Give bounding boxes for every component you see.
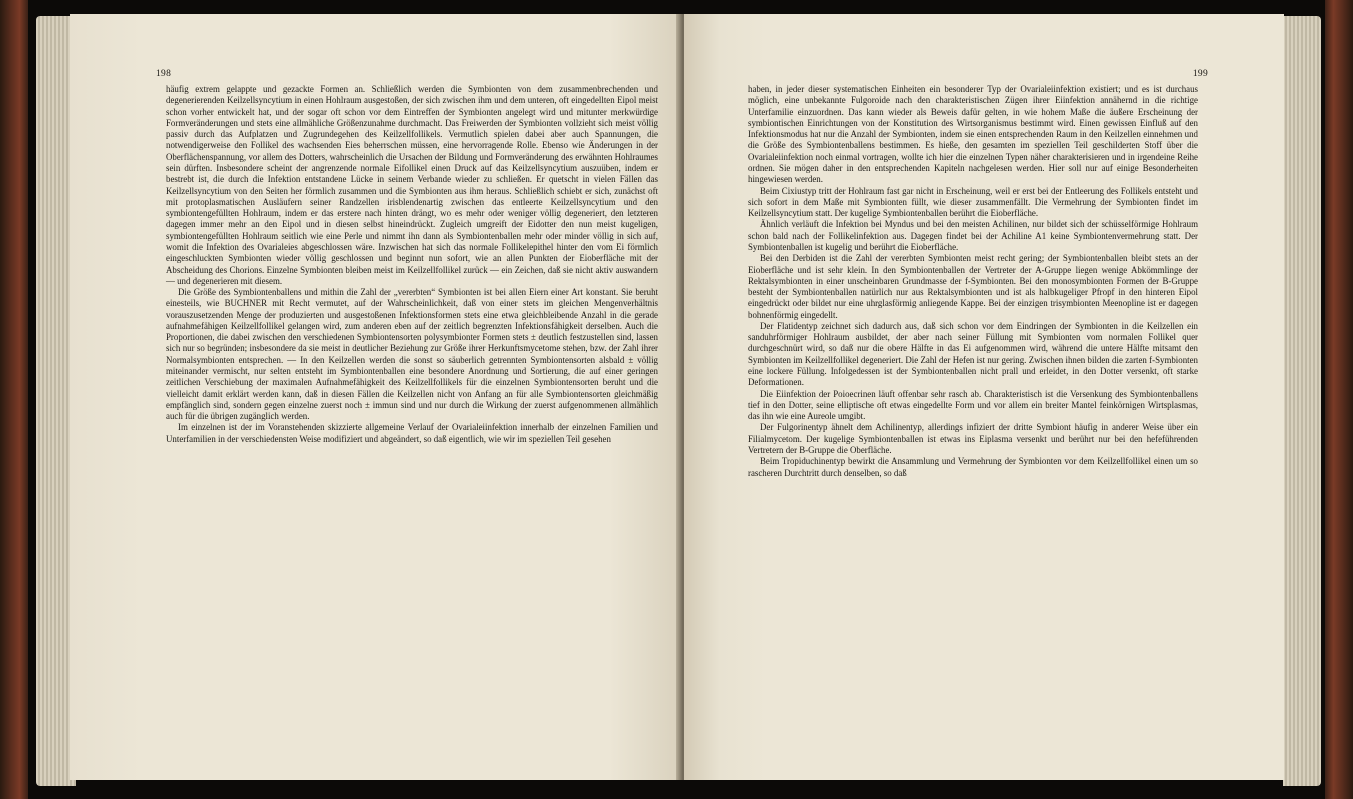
paragraph: Ähnlich verläuft die Infektion bei Myndus und bei den meisten Achilinen, nur bildet sich der schüsselförmige Hohlraum schon bald nach der Follikelinfektion aus. Dagegen findet bei der Achiline A1 keine Symbiontenvermehrung statt. Der Symbiontenballen ist kugelig und berührt die Eioberfläche. [748,219,1198,252]
paragraph: Der Fulgorinentyp ähnelt dem Achilinentyp, allerdings infiziert der dritte Symbiont häufig in anderer Weise über ein Filialmycetom. Der kugelige Symbiontenballen ist etwas ins Eiplasma versenkt und berührt nur bei den hefeführenden Vertretern der B-Gruppe die Oberfläche. [748,422,1198,455]
book-cover-right-edge [1325,0,1353,799]
paragraph: Beim Tropiduchinentyp bewirkt die Ansammlung und Vermehrung der Symbionten vor dem Keilzellfollikel einen um so rascheren Durchtritt durch denselben, so daß [748,456,1198,478]
paragraph: Die Eiinfektion der Poioecrinen läuft offenbar sehr rasch ab. Charakteristisch ist die Versenkung des Symbiontenballens tief in den Dotter, seine elliptische oft etwas eingedellte Form und vor allem ein breiter Mantel feinkörnigen Wirtsplasmas, das ihn wie eine Aureole umgibt. [748,388,1198,422]
paragraph: Beim Cixiustyp tritt der Hohlraum fast gar nicht in Erscheinung, weil er erst bei der Entleerung des Follikels entsteht und sich sofort in dem Maße mit Symbionten füllt, wie dieser zusammenfällt. Die Vermehrung der Symbionten findet im Keilzellsyncytium statt. Der kugelige Symbiontenballen berührt die Eioberfläche. [748,185,1198,219]
paragraph: häufig extrem gelappte und gezackte Formen an. Schließlich werden die Symbionten von dem zusammenbrechenden und degenerierenden Keilzellsyncytium in einen Hohlraum ausgestoßen, der sich zwischen ihm und dem unteren, oft eingedellten Eipol meist schon vorher entwickelt hat, und der sogar oft schon vor dem Eintreffen der Symbionten angelegt wird und mitunter merkwürdige Formveränderungen und stets eine allmähliche Größenzunahme durchmacht. Das Freiwerden der Symbionten vollzieht sich meist völlig passiv durch das Aufplatzen und Zugrundegehen des Keilzellfollikels. Vermutlich spielen dabei aber auch Spannungen, die notwendigerweise den Follikel des wachsenden Eies beherrschen müssen, eine hervorragende Rolle. Ebenso wie Änderungen in der Oberflächenspannung, vor allem des Dotters, wahrscheinlich die Ursachen der Bildung und Formveränderung des erwähnten Hohlraumes sein dürften. Insbesondere scheint der angrenzende normale Eifollikel einen Druck auf das Keilzellsyncytium auszuüben, indem er bestrebt ist, die durch die Infektion entstandene Lücke in seinem Verbande wieder zu schließen. Er quetscht in vielen Fällen das Keilzellsyncytium von den Seiten her förmlich zusammen und die Symbionten aus ihm heraus. Schließlich schiebt er sich, zunächst oft mit protoplasmatischen Ausläufern seiner Randzellen irisblendenartig zwischen das entleerte Keilzellsyncytium und den symbiontengefüllten Hohlraum, indem er das erstere nach hinten drängt, wo es mehr oder weniger völlig degeneriert, den letzteren dagegen immer mehr an den Eipol und in diesen selbst hineindrückt. Zugleich umgreift der Eidotter den nun meist kugeligen, symbiontengefüllten Hohlraum seitlich wie eine Perle und nimmt ihn dann als Symbiontenballen mehr oder minder völlig in sich auf, womit die Infektion des Ovarialeies abgeschlossen wäre. Inzwischen hat sich das normale Follikelepithel hinter den vom Ei förmlich eingeschluckten Symbionten wieder völlig geschlossen und beginnt nun sofort, wie an allen Punkten der Eioberfläche mit der Abscheidung des Chorions. Einzelne Symbionten bleiben meist im Keilzellfollikel zurück — ein Zeichen, daß sie nicht aktiv auswandern — und degenerieren mit diesem. [166,84,658,286]
paragraph: Im einzelnen ist der im Voranstehenden skizzierte allgemeine Verlauf der Ovarialeiinfektion innerhalb der einzelnen Familien und Unterfamilien in der verschiedensten Weise modifiziert und abgeändert, so daß eigentlich, wie wir im speziellen Teil gesehen [166,422,658,444]
paragraph: haben, in jeder dieser systematischen Einheiten ein besonderer Typ der Ovarialeiinfektion existiert; und es ist durchaus möglich, eine unbekannte Fulgoroide nach den charakteristischen Zügen ihrer Eiinfektion annähernd in die richtige Unterfamilie einzuordnen. Das kann wieder als Beweis dafür gelten, in wie hohem Maße die äußere Erscheinung der symbiontischen Einrichtungen von der Konstitution des Wirtsorganismus bestimmt wird. Einen gewissen Einfluß auf den Infektionsmodus hat nur die Anzahl der Symbionten, indem sie einen entsprechenden Raum in den Keilzellen einnehmen und die Größe des Symbiontenballens bestimmen. Es hieße, den gesamten im speziellen Teil geschilderten Stoff über die Ovarialeiinfektion noch einmal vortragen, wollte ich hier die einzelnen Typen näher charakterisieren und in irgendeine Reihe ordnen. Sie mögen daher in den entsprechenden Kapiteln nachgelesen werden. Hier soll nur auf einige Besonderheiten hingewiesen werden. [748,84,1198,185]
paragraph: Bei den Derbiden ist die Zahl der vererbten Symbionten meist recht gering; der Symbiontenballen bleibt stets an der Eioberfläche und ist sehr klein. In den Symbiontenballen der Vertreter der A-Gruppe liegen wenige Abkömmlinge der Rektalsymbionten in einer unscheinbaren Grundmasse der f-Symbionten. Bei den monosymbionten Formen der B-Gruppe besteht der Symbiontenballen natürlich nur aus Rektalsymbionten und ist als halbkugeliger Pfropf in den hinteren Eipol eingedrückt oder bildet nur eine uhrglasförmig anliegende Kappe. Bei der einzigen trisymbionten Meenopline ist er dagegen bohnenförmig eingedellt. [748,253,1198,320]
paragraph: Der Flatidentyp zeichnet sich dadurch aus, daß sich schon vor dem Eindringen der Symbionten in die Keilzellen ein sanduhrförmiger Hohlraum ausbildet, der aber nach seiner Füllung mit Symbionten vom normalen Follikel quer durchgeschnürt wird, so daß nur die obere Hälfte in das Ei aufgenommen wird, während die untere Hälfte mitsamt den Symbionten im Keilzellfollikel degeneriert. Die Zahl der Hefen ist nur gering. Zwischen ihnen bilden die zarten f-Symbionten eine lockere Füllung. Infolgedessen ist der Symbiontenballen nicht prall und erleidet, in den Dotter versenkt, oft starke Deformationen. [748,320,1198,388]
right-page [684,14,1284,780]
paragraph: Die Größe des Symbiontenballens und mithin die Zahl der „vererbten“ Symbionten ist bei allen Eiern einer Art konstant. Sie beruht einesteils, wie BUCHNER mit Recht vermutet, auf der Wahrscheinlichkeit, daß von einer stets im gleichen Mengenverhältnis vorauszusetzenden Menge der produzierten und ausgestoßenen Infektionsformen stets eine etwa gleichbleibende Anzahl in die gerade aufnahmefähigen Keilzellfollikel gelangen wird, zum anderen eben auf der zeitlich begrenzten Infektionsfähigkeit derselben. Auch die Proportionen, die dabei zwischen den verschiedenen Symbiontensorten polysymbionter Formen stets ± deutlich festzustellen sind, lassen sich nur so begründen; insbesondere da sie meist in deutlicher Beziehung zur Größe ihrer Herkunftsmycetome stehen, bzw. der Zahl ihrer Normalsymbionten entsprechen. — In den Keilzellen werden die sonst so säuberlich getrennten Symbiontensorten alsbald ± völlig miteinander vermischt, nur selten entsteht im Symbiontenballen eine besondere Anordnung und Sortierung, die auf einer geringen zeitlichen Verschiebung der maximalen Aufnahmefähigkeit des Keilzellfollikels für die einzelnen Symbiontensorten beruht und die vielleicht damit erklärt werden kann, daß in diesen Fällen die Keilzellen nicht von Anfang an für alle Symbiontensorten gleichmäßig empfänglich sind, sondern gegen einzelne zuerst noch ± immun sind und nur durch die Wirkung der zuerst aufgenommenen allmählich auch für die übrigen zugänglich werden. [166,287,658,422]
page-number: 199 [1192,69,1208,79]
page-stack-right [1283,16,1321,786]
page-number: 198 [156,69,172,79]
left-page [70,14,682,780]
book-cover-left-edge [0,0,28,799]
